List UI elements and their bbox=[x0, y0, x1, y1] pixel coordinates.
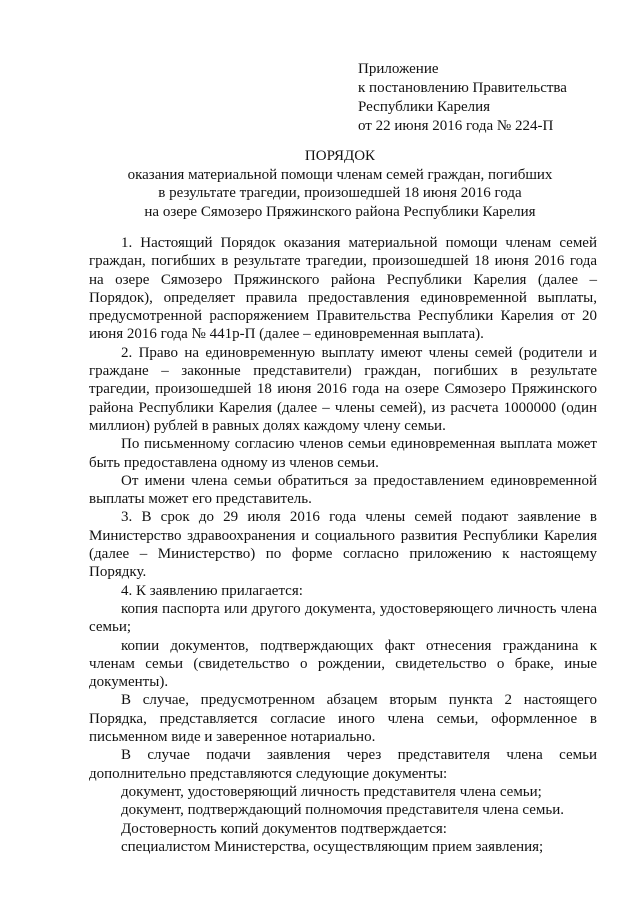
appendix-line-2: к постановлению Правительства bbox=[358, 80, 567, 96]
paragraph: копии документов, подтверждающих факт отнесения гражданина к членам семьи (свидетельство о рождении, свидетельство о браке, иные документы). bbox=[89, 637, 597, 691]
paragraph: В случае подачи заявления через представителя члена семьи дополнительно представляются следующие документы: bbox=[89, 747, 597, 782]
paragraph: Достоверность копий документов подтверждается: bbox=[121, 820, 447, 837]
paragraph: 2. Право на единовременную выплату имеют члены семей (родители и граждане – законные представители) граждан, погибших в результате трагедии, произошедшей 18 июня 2016 года на озере Сямозеро Пряжинского района Республики Карелия (далее – члены семей), из расчета 1000000 (один миллион) рублей в равных долях каждому члену семьи. bbox=[89, 344, 597, 434]
appendix-line-1: Приложение bbox=[358, 61, 439, 77]
appendix-header bbox=[358, 60, 628, 136]
paragraph: От имени члена семьи обратиться за предоставлением единовременной выплаты может его представитель. bbox=[89, 472, 597, 508]
title-line-1: оказания материальной помощи членам семей граждан, погибших bbox=[127, 166, 553, 183]
paragraph: специалистом Министерства, осуществляющим прием заявления; bbox=[121, 838, 544, 855]
paragraph: 3. В срок до 29 июля 2016 года члены семей подают заявление в Министерство здравоохранения и социального развития Республики Карелия (далее – Министерство) по форме согласно приложению к настоящему Порядку. bbox=[89, 509, 597, 581]
appendix-line-4: от 22 июня 2016 года № 224-П bbox=[358, 118, 554, 134]
paragraph: копия паспорта или другого документа, удостоверяющего личность члена семьи; bbox=[89, 600, 597, 636]
title-line-3: на озере Сямозеро Пряжинского района Республики Карелия bbox=[144, 203, 536, 220]
title-heading: ПОРЯДОК bbox=[304, 148, 376, 164]
paragraph: В случае, предусмотренном абзацем вторым пункта 2 настоящего Порядка, представляется согласие иного члена семьи, оформленное в письменном виде и заверенное нотариально. bbox=[89, 692, 597, 746]
title-line-2: в результате трагедии, произошедшей 18 июня 2016 года bbox=[158, 185, 522, 201]
document-body bbox=[89, 234, 597, 856]
document-title bbox=[60, 147, 620, 221]
paragraph: По письменному согласию членов семьи единовременная выплата может быть предоставлена одному из членов семьи. bbox=[89, 436, 597, 471]
appendix-line-3: Республики Карелия bbox=[358, 99, 491, 115]
paragraph: 1. Настоящий Порядок оказания материальной помощи членам семей граждан, погибших в результате трагедии, произошедшей 18 июня 2016 года на озере Сямозеро Пряжинского района Республики Карелия (далее – Порядок), определяет правила предоставления единовременной выплаты, предусмотренной распоряжением Правительства Республики Карелия от 20 июня 2016 года № 441р-П (далее – единовременная выплата). bbox=[89, 235, 597, 343]
paragraph: 4. К заявлению прилагается: bbox=[121, 582, 303, 599]
paragraph: документ, удостоверяющий личность представителя члена семьи; bbox=[121, 783, 542, 800]
paragraph: документ, подтверждающий полномочия представителя члена семьи. bbox=[121, 802, 565, 819]
